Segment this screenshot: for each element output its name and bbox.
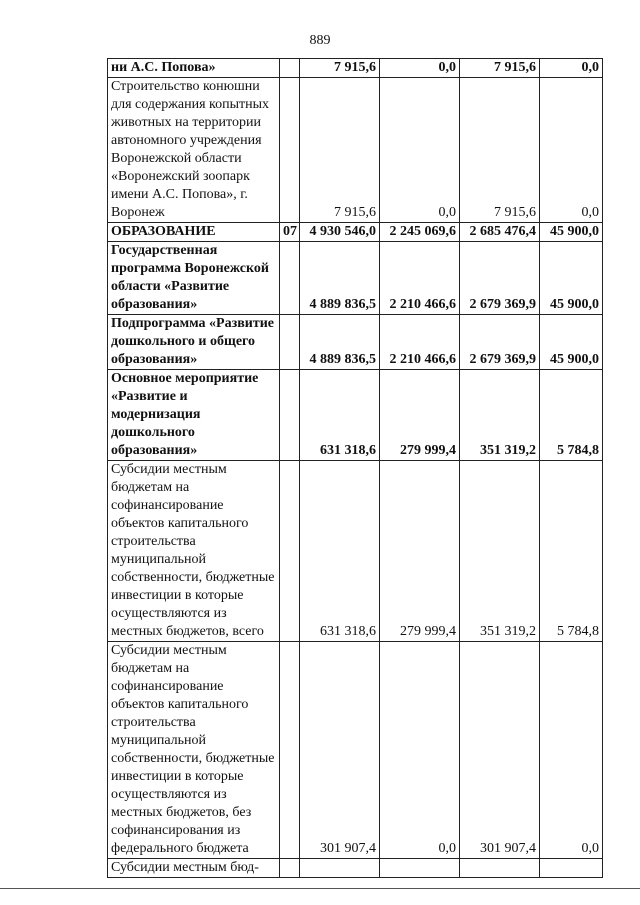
value-col-4: 45 900,0	[540, 223, 603, 242]
value-col-3: 7 915,6	[460, 78, 540, 223]
value-col-3: 7 915,6	[460, 59, 540, 78]
value-col-2: 279 999,4	[380, 461, 460, 642]
row-name: Субсидии местным бюд-	[108, 859, 280, 878]
row-name: ни А.С. Попова»	[108, 59, 280, 78]
budget-table	[107, 58, 603, 878]
table-row	[108, 461, 603, 642]
value-col-3: 301 907,4	[460, 642, 540, 859]
value-col-2: 2 245 069,6	[380, 223, 460, 242]
total-value: 301 907,4	[300, 642, 380, 859]
section-code	[280, 461, 300, 642]
value-col-4: 0,0	[540, 642, 603, 859]
table-row	[108, 642, 603, 859]
total-value: 7 915,6	[300, 59, 380, 78]
section-code: 07	[280, 223, 300, 242]
value-col-4: 45 900,0	[540, 315, 603, 370]
row-name: Основное мероприятие «Развитие и модернизация дошкольного образования»	[108, 370, 280, 461]
value-col-3: 2 685 476,4	[460, 223, 540, 242]
value-col-4: 0,0	[540, 78, 603, 223]
value-col-3: 2 679 369,9	[460, 315, 540, 370]
value-col-4: 0,0	[540, 59, 603, 78]
table-row	[108, 370, 603, 461]
value-col-3: 351 319,2	[460, 370, 540, 461]
section-code	[280, 642, 300, 859]
bottom-rule	[0, 888, 640, 889]
row-name: Субсидии местным бюджетам на софинансирование объектов капитального строительства муниципальной собственности, бюджетные инвестиции в которые осуществляются из местных бюджетов, всего	[108, 461, 280, 642]
section-code	[280, 859, 300, 878]
total-value: 4 930 546,0	[300, 223, 380, 242]
value-col-4: 45 900,0	[540, 242, 603, 315]
value-col-4: 5 784,8	[540, 461, 603, 642]
total-value: 631 318,6	[300, 461, 380, 642]
value-col-2: 0,0	[380, 78, 460, 223]
total-value: 631 318,6	[300, 370, 380, 461]
row-name: ОБРАЗОВАНИЕ	[108, 223, 280, 242]
value-col-3: 351 319,2	[460, 461, 540, 642]
section-code	[280, 59, 300, 78]
section-code	[280, 242, 300, 315]
table-row	[108, 78, 603, 223]
value-col-3: 2 679 369,9	[460, 242, 540, 315]
section-code	[280, 315, 300, 370]
section-code	[280, 78, 300, 223]
row-name: Строительство конюшни для содержания копытных животных на территории автономного учреждения Воронежской области «Воронежский зоопарк имени А.С. Попова», г. Воронеж	[108, 78, 280, 223]
value-col-3	[460, 859, 540, 878]
table-row	[108, 859, 603, 878]
section-code	[280, 370, 300, 461]
value-col-2: 0,0	[380, 59, 460, 78]
value-col-2: 2 210 466,6	[380, 315, 460, 370]
value-col-4	[540, 859, 603, 878]
value-col-2	[380, 859, 460, 878]
table-row	[108, 223, 603, 242]
value-col-2: 2 210 466,6	[380, 242, 460, 315]
table-row	[108, 242, 603, 315]
table-row	[108, 59, 603, 78]
row-name: Государственная программа Воронежской области «Развитие образования»	[108, 242, 280, 315]
total-value: 4 889 836,5	[300, 242, 380, 315]
row-name: Подпрограмма «Развитие дошкольного и общего образования»	[108, 315, 280, 370]
total-value: 4 889 836,5	[300, 315, 380, 370]
value-col-2: 279 999,4	[380, 370, 460, 461]
value-col-4: 5 784,8	[540, 370, 603, 461]
table-row	[108, 315, 603, 370]
total-value	[300, 859, 380, 878]
total-value: 7 915,6	[300, 78, 380, 223]
page-number: 889	[309, 33, 331, 48]
value-col-2: 0,0	[380, 642, 460, 859]
row-name: Субсидии местным бюджетам на софинансирование объектов капитального строительства муниципальной собственности, бюджетные инвестиции в которые осуществляются из местных бюджетов, без софинансирования из федерального бюджета	[108, 642, 280, 859]
